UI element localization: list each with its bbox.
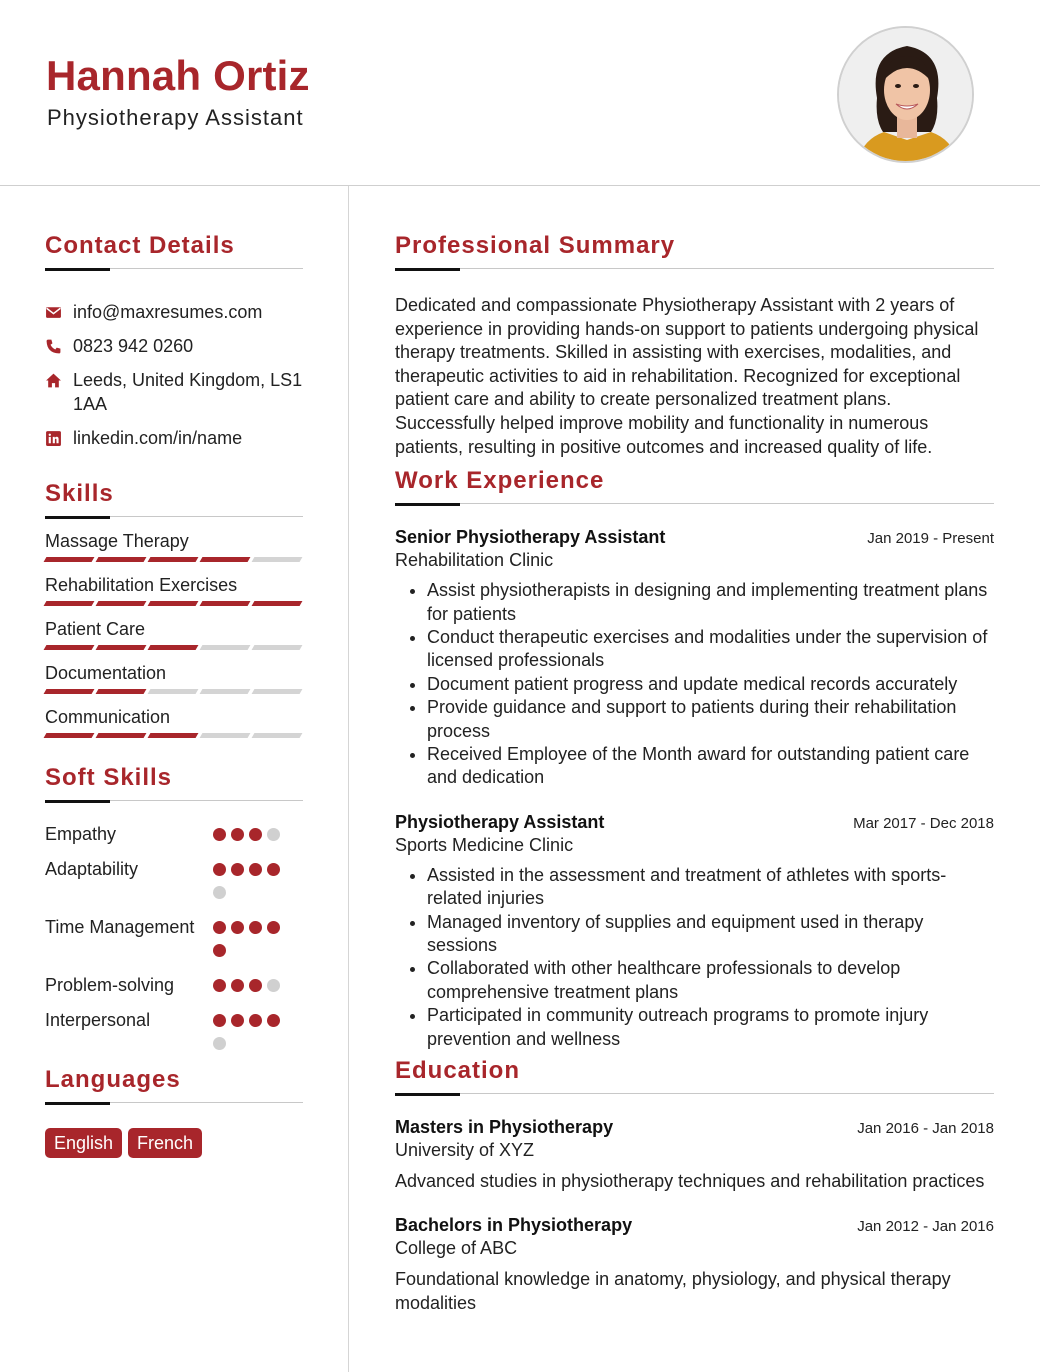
contact-text: 0823 942 0260: [73, 336, 194, 356]
language-badge: English: [45, 1128, 122, 1158]
education-description: Advanced studies in physiotherapy techniques and rehabilitation practices: [395, 1171, 985, 1192]
skill-level-segment: [96, 689, 147, 694]
skills-heading: Skills: [45, 480, 114, 507]
skill-label: Patient Care: [45, 619, 146, 639]
degree-title: Bachelors in Physiotherapy: [395, 1215, 633, 1236]
soft-skill-rating: [213, 857, 293, 909]
work-heading: Work Experience: [395, 467, 605, 495]
skill-label: Documentation: [45, 663, 167, 683]
education-list: [395, 1117, 994, 1315]
skill-level-segment: [44, 557, 95, 562]
rating-dot: [249, 828, 262, 841]
skills-section: [45, 480, 303, 738]
job-company: Rehabilitation Clinic: [395, 550, 554, 571]
job-bullets: [395, 864, 994, 1051]
languages-list: [45, 1128, 303, 1158]
skill-item: [45, 662, 303, 694]
contact-item: [45, 334, 303, 358]
skill-level-segment: [148, 645, 199, 650]
summary-heading: Professional Summary: [395, 232, 676, 259]
skill-level-segment: [148, 689, 199, 694]
rating-dot: [213, 1037, 226, 1050]
rating-dot: [213, 886, 226, 899]
jobs-list: [395, 527, 994, 1051]
rating-dot: [267, 979, 280, 992]
education-entry: [395, 1117, 994, 1193]
rating-dot: [267, 863, 280, 876]
summary-section: [395, 232, 994, 459]
rating-dot: [267, 828, 280, 841]
soft-skill-label: Problem-solving: [45, 975, 175, 995]
soft-skill-item: [45, 973, 303, 1002]
summary-text: Dedicated and compassionate Physiotherapy Assistant with 2 years of experience in providing hands-on support to patients undergoing physical therapy treatments. Skilled in assisting with exercises, modalities, and therapeutic activities to aid in rehabilitation. Recognized for exceptional patient care and ability to create personalized treatment plans. Successfully helped improve mobility and functionality in numerous patients, resulting in positive outcomes and increased quality of life.: [395, 295, 979, 457]
section-rule: [45, 800, 303, 802]
skill-level-segment: [200, 645, 251, 650]
right-column: [395, 232, 994, 1315]
skill-level-segment: [44, 601, 95, 606]
skill-level-segment: [44, 733, 95, 738]
section-rule: [395, 1093, 994, 1095]
job-bullet: • Assist physiotherapists in designing and implementing treatment plans for patients: [427, 579, 994, 626]
soft-skill-item: [45, 915, 303, 967]
job-bullet: • Provide guidance and support to patients during their rehabilitation process: [427, 696, 994, 743]
job-bullets: [395, 579, 994, 790]
languages-section: [45, 1066, 303, 1158]
school-name: University of XYZ: [395, 1140, 535, 1161]
skill-level-segment: [148, 601, 199, 606]
contact-item: [45, 368, 303, 416]
skill-level-segment: [252, 689, 303, 694]
home-icon: [45, 368, 73, 392]
job-title: Senior Physiotherapy Assistant: [395, 527, 666, 548]
skill-level-segment: [252, 645, 303, 650]
skill-level-bar: [45, 645, 303, 650]
soft-skill-rating: [213, 915, 293, 967]
skill-item: [45, 618, 303, 650]
languages-heading: Languages: [45, 1066, 181, 1093]
rating-dot: [249, 863, 262, 876]
skill-level-segment: [96, 557, 147, 562]
skill-level-segment: [96, 733, 147, 738]
skill-level-segment: [252, 733, 303, 738]
contact-heading: Contact Details: [45, 232, 235, 259]
degree-title: Masters in Physiotherapy: [395, 1117, 614, 1138]
linkedin-icon: [45, 426, 73, 450]
job-bullet: • Collaborated with other healthcare professionals to develop comprehensive treatment plans: [427, 957, 994, 1004]
rating-dot: [213, 921, 226, 934]
soft-skill-label: Time Management: [45, 917, 195, 937]
soft-skill-label: Empathy: [45, 824, 117, 844]
education-date: Jan 2012 - Jan 2016: [857, 1218, 994, 1236]
profile-photo: [837, 26, 974, 163]
education-description: Foundational knowledge in anatomy, physiology, and physical therapy modalities: [395, 1269, 951, 1314]
contact-item: [45, 426, 303, 450]
resume-header: [0, 0, 1040, 186]
soft-skill-label: Interpersonal: [45, 1010, 151, 1030]
rating-dot: [231, 921, 244, 934]
skill-level-segment: [44, 645, 95, 650]
soft-skill-item: [45, 1008, 303, 1060]
skill-level-segment: [96, 645, 147, 650]
section-rule: [45, 268, 303, 270]
education-entry: [395, 1215, 994, 1315]
education-heading: Education: [395, 1057, 521, 1085]
soft-skills-heading: Soft Skills: [45, 764, 173, 791]
soft-skill-item: [45, 822, 303, 851]
skill-level-bar: [45, 733, 303, 738]
soft-skills-list: [45, 822, 303, 1060]
rating-dot: [249, 1014, 262, 1027]
candidate-name: Hannah Ortiz: [46, 52, 310, 99]
skill-level-segment: [252, 601, 303, 606]
school-name: College of ABC: [395, 1238, 518, 1259]
left-column: [45, 232, 303, 1158]
job-entry: [395, 527, 994, 790]
job-entry: [395, 812, 994, 1051]
job-bullet: • Participated in community outreach programs to promote injury prevention and wellness: [427, 1004, 994, 1051]
job-date: Mar 2017 - Dec 2018: [853, 814, 994, 832]
rating-dot: [231, 828, 244, 841]
job-title: Physiotherapy Assistant: [395, 811, 605, 832]
skill-label: Massage Therapy: [45, 531, 189, 551]
rating-dot: [267, 1014, 280, 1027]
rating-dot: [267, 921, 280, 934]
skill-level-bar: [45, 689, 303, 694]
skill-item: [45, 574, 303, 606]
soft-skills-section: [45, 764, 303, 1060]
skill-level-segment: [200, 733, 251, 738]
job-bullet: • Managed inventory of supplies and equipment used in therapy sessions: [427, 911, 994, 958]
skill-label: Rehabilitation Exercises: [45, 575, 238, 595]
section-rule: [45, 516, 303, 518]
rating-dot: [249, 921, 262, 934]
soft-skill-item: [45, 857, 303, 909]
skill-item: [45, 530, 303, 562]
language-badge: French: [128, 1128, 202, 1158]
rating-dot: [213, 944, 226, 957]
skill-level-segment: [252, 557, 303, 562]
job-bullet: • Conduct therapeutic exercises and modalities under the supervision of licensed professionals: [427, 626, 994, 673]
skills-list: [45, 530, 303, 738]
rating-dot: [213, 828, 226, 841]
skill-level-segment: [148, 733, 199, 738]
section-rule: [395, 503, 994, 505]
job-bullet: • Document patient progress and update medical records accurately: [427, 673, 994, 696]
section-rule: [395, 268, 994, 270]
soft-skill-label: Adaptability: [45, 859, 139, 879]
phone-icon: [45, 334, 73, 358]
candidate-title: Physiotherapy Assistant: [47, 105, 304, 130]
job-date: Jan 2019 - Present: [867, 530, 994, 548]
contact-item: [45, 300, 303, 324]
skill-level-segment: [148, 557, 199, 562]
rating-dot: [231, 979, 244, 992]
rating-dot: [213, 979, 226, 992]
skill-level-segment: [200, 601, 251, 606]
soft-skill-rating: [213, 973, 293, 1002]
contact-text[interactable]: info@maxresumes.com: [73, 302, 263, 322]
soft-skill-rating: [213, 822, 293, 851]
rating-dot: [213, 1014, 226, 1027]
rating-dot: [231, 1014, 244, 1027]
job-header: [395, 527, 994, 548]
education-section: [395, 1057, 994, 1315]
skill-level-segment: [200, 557, 251, 562]
rating-dot: [231, 863, 244, 876]
education-header: [395, 1215, 994, 1236]
envelope-icon: [45, 300, 73, 324]
rating-dot: [249, 979, 262, 992]
rating-dot: [213, 863, 226, 876]
soft-skill-rating: [213, 1008, 293, 1060]
skill-level-segment: [200, 689, 251, 694]
contact-text: Leeds, United Kingdom, LS1 1AA: [73, 370, 303, 414]
job-company: Sports Medicine Clinic: [395, 834, 574, 855]
skill-label: Communication: [45, 707, 171, 727]
education-date: Jan 2016 - Jan 2018: [857, 1120, 994, 1138]
job-header: [395, 812, 994, 833]
education-header: [395, 1117, 994, 1138]
skill-level-bar: [45, 557, 303, 562]
contact-section: [45, 232, 303, 450]
work-section: [395, 467, 994, 1051]
section-rule: [45, 1102, 303, 1104]
skill-item: [45, 706, 303, 738]
job-bullet: • Assisted in the assessment and treatment of athletes with sports-related injuries: [427, 864, 994, 911]
skill-level-segment: [96, 601, 147, 606]
contact-list: [45, 300, 303, 450]
contact-text[interactable]: linkedin.com/in/name: [73, 428, 243, 448]
skill-level-bar: [45, 601, 303, 606]
column-divider: [348, 186, 349, 1372]
job-bullet: • Received Employee of the Month award for outstanding patient care and dedication: [427, 743, 994, 790]
skill-level-segment: [44, 689, 95, 694]
